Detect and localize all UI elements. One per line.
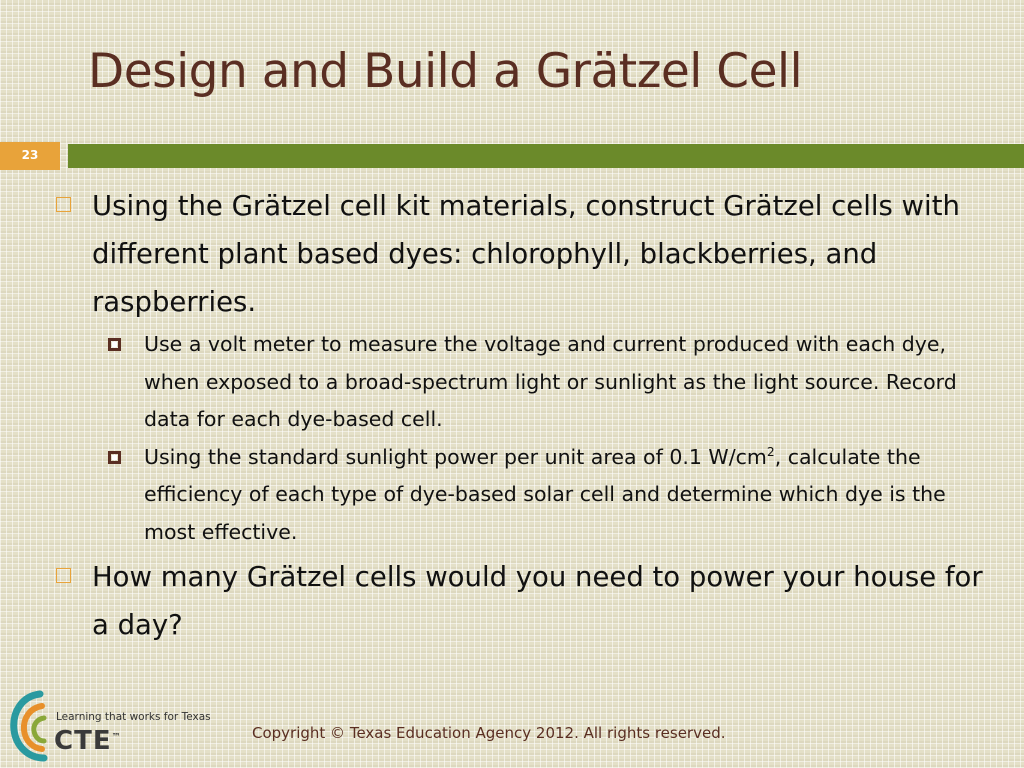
sub-bullet-item [54,326,994,439]
square-bullet-icon [108,338,121,351]
bullet-text: Using the Grätzel cell kit materials, construct Grätzel cells with different plant based dyes: chlorophyll, blackberries, and raspberries. [92,190,960,318]
sub-bullet-text-after: , calculate the efficiency of each type of dye-based solar cell and determine which dye is the most effective. [144,444,946,544]
hollow-square-bullet-icon [56,197,71,212]
slide-content [54,182,994,649]
bullet-item [54,182,994,326]
title-divider-bar [68,144,1024,168]
bullet-item [54,553,994,649]
square-bullet-icon [108,451,121,464]
slide-number: 23 [0,142,60,170]
logo-cte-letters: CTE [54,726,112,756]
cte-logo [10,686,210,762]
hollow-square-bullet-icon [56,568,71,583]
slide-title: Design and Build a Grätzel Cell [88,44,803,99]
bullet-text: How many Grätzel cells would you need to power your house for a day? [92,561,983,641]
trademark-symbol: ™ [111,732,122,743]
sub-bullet-text-before: Using the standard sunlight power per unit area of 0.1 W/cm [144,444,767,469]
sub-bullet-text: Use a volt meter to measure the voltage and current produced with each dye, when exposed to a broad-spectrum light or sunlight as the light source. Record data for each dye-based cell. [144,332,957,431]
logo-text [54,726,122,756]
superscript: 2 [766,444,775,459]
copyright-footer: Copyright © Texas Education Agency 2012. All rights reserved. [252,724,726,742]
sub-bullet-item [54,439,994,552]
logo-tagline: Learning that works for Texas [56,711,211,723]
